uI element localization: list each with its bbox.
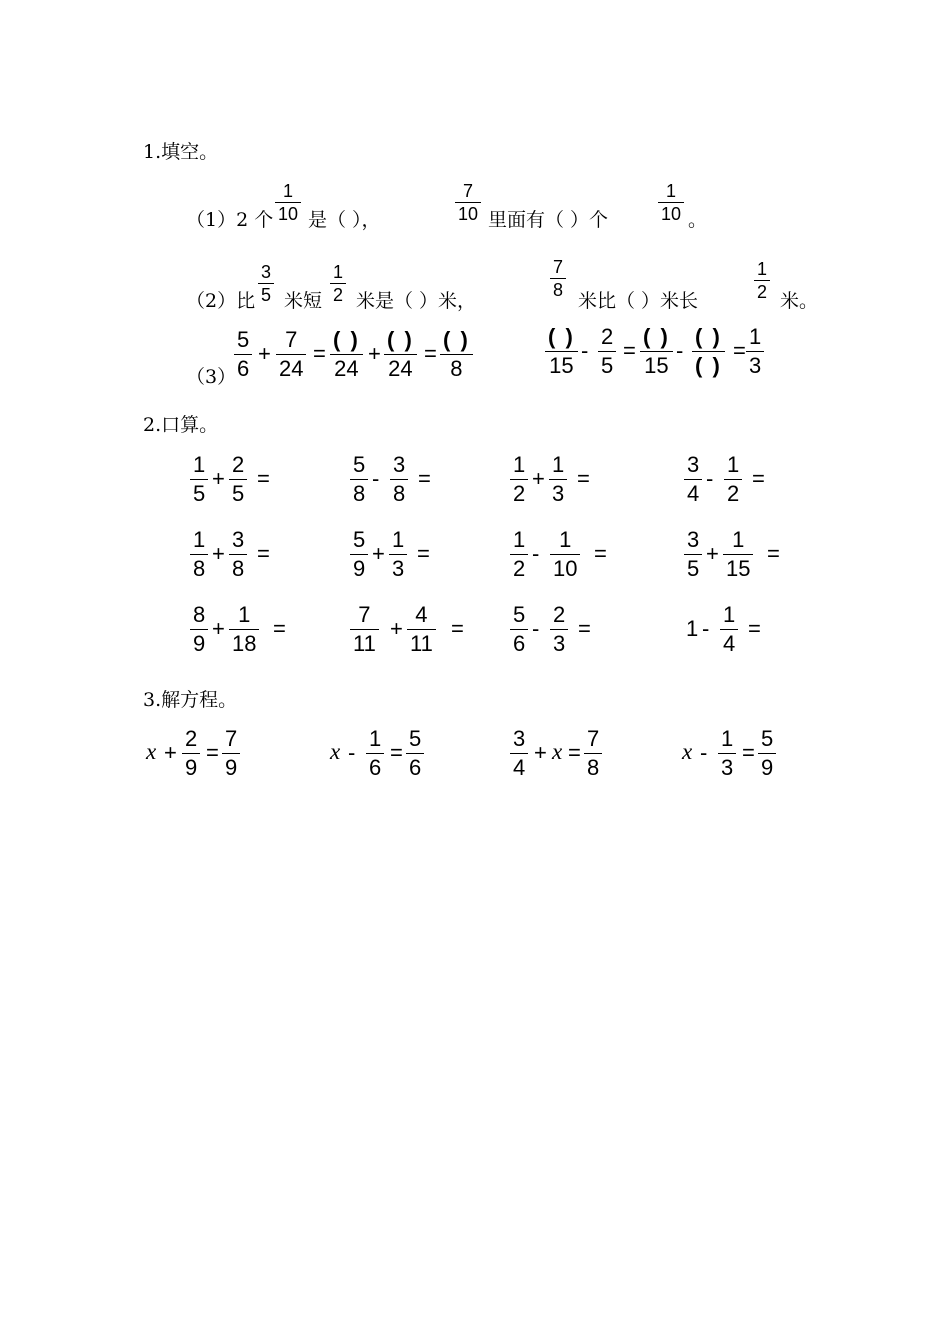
denominator: 24 bbox=[334, 356, 359, 381]
denominator: 24 bbox=[279, 356, 304, 381]
numerator: 7 bbox=[358, 602, 371, 627]
equals-sign: = bbox=[752, 466, 765, 491]
denominator: 6 bbox=[513, 631, 526, 656]
denominator: 8 bbox=[553, 280, 564, 300]
fraction-bar bbox=[407, 629, 436, 630]
fraction-bar bbox=[350, 479, 368, 480]
numerator: 2 bbox=[553, 602, 566, 627]
fraction-bar bbox=[406, 753, 424, 754]
denominator: 15 bbox=[644, 353, 669, 378]
plus-sign: + bbox=[212, 616, 225, 641]
numerator: 1 bbox=[193, 527, 206, 552]
denominator: 24 bbox=[388, 356, 413, 381]
equals-sign: = bbox=[451, 616, 464, 641]
oral-fraction-b bbox=[229, 602, 259, 657]
equals-sign: = bbox=[257, 541, 270, 566]
numerator: 1 bbox=[369, 726, 382, 751]
denominator: 5 bbox=[687, 556, 700, 581]
fraction-bar bbox=[724, 479, 742, 480]
numerator: 1 bbox=[723, 602, 736, 627]
numerator: 1 bbox=[238, 602, 251, 627]
q3-right-fraction-e bbox=[746, 324, 764, 379]
plus-sign: + bbox=[372, 541, 385, 566]
oral-fraction-a bbox=[510, 602, 528, 657]
fraction-bar bbox=[758, 753, 776, 754]
numerator: 1 bbox=[392, 527, 405, 552]
numerator: 7 bbox=[587, 726, 600, 751]
equals-sign: = bbox=[273, 616, 286, 641]
fraction-bar bbox=[510, 554, 528, 555]
q2-text-4: 米。 bbox=[780, 290, 819, 312]
equation-result-fraction bbox=[406, 726, 424, 781]
equals-sign: = bbox=[424, 341, 437, 366]
fraction-bar bbox=[182, 753, 200, 754]
numerator: 5 bbox=[353, 452, 366, 477]
fraction-bar bbox=[366, 753, 384, 754]
equals-sign: = bbox=[206, 740, 219, 765]
denominator: 4 bbox=[687, 481, 700, 506]
equals-sign: = bbox=[623, 338, 636, 363]
q2-text-1: 米短 bbox=[284, 290, 323, 312]
plus-sign: + bbox=[212, 466, 225, 491]
q3-right-fraction-a bbox=[545, 324, 578, 379]
numerator: 3 bbox=[687, 452, 700, 477]
fraction-bar bbox=[510, 629, 528, 630]
denominator: 11 bbox=[353, 631, 376, 656]
numerator: 5 bbox=[513, 602, 526, 627]
numerator: 2 bbox=[232, 452, 245, 477]
oral-fraction-a bbox=[684, 527, 702, 582]
fraction-bar bbox=[720, 629, 738, 630]
fraction-bar bbox=[658, 202, 684, 203]
oral-fraction-b bbox=[229, 452, 247, 507]
numerator: 1 bbox=[732, 527, 745, 552]
numerator: 1 bbox=[513, 527, 526, 552]
fraction-bar bbox=[549, 479, 567, 480]
fraction-bar bbox=[510, 479, 528, 480]
numerator: 1 bbox=[727, 452, 740, 477]
variable-x: x bbox=[146, 739, 157, 764]
q1-text-2: 里面有（ ）个 bbox=[488, 209, 609, 231]
fraction-bar bbox=[330, 354, 363, 355]
numerator: 1 bbox=[552, 452, 565, 477]
denominator: 8 bbox=[450, 356, 463, 381]
denominator: 2 bbox=[513, 481, 526, 506]
numerator: 1 bbox=[193, 452, 206, 477]
minus-sign: - bbox=[702, 616, 710, 641]
plus-sign: + bbox=[706, 541, 719, 566]
equation-fraction bbox=[510, 726, 528, 781]
fraction-bar bbox=[350, 629, 379, 630]
q1-fraction-2 bbox=[455, 181, 481, 224]
equals-sign: = bbox=[257, 466, 270, 491]
fraction-bar bbox=[718, 753, 736, 754]
q3-left-fraction-c bbox=[330, 327, 363, 382]
denominator: 9 bbox=[225, 755, 238, 780]
numerator: 1 bbox=[721, 726, 734, 751]
q1-fraction-3 bbox=[658, 181, 684, 224]
denominator: 10 bbox=[278, 204, 299, 224]
q2-text-3: 米比（ ）米长 bbox=[578, 290, 699, 312]
numerator: 2 bbox=[185, 726, 198, 751]
q2-fraction-4 bbox=[754, 259, 770, 302]
fraction-bar bbox=[684, 554, 702, 555]
denominator: 2 bbox=[333, 285, 344, 305]
numerator: 8 bbox=[193, 602, 206, 627]
numerator: 1 bbox=[749, 324, 762, 349]
numerator: 3 bbox=[232, 527, 245, 552]
numerator: 1 bbox=[559, 527, 572, 552]
oral-fraction-b bbox=[549, 452, 567, 507]
equation-fraction bbox=[366, 726, 384, 781]
q3-label: （3） bbox=[186, 366, 237, 388]
equals-sign: = bbox=[418, 466, 431, 491]
oral-fraction-b bbox=[550, 602, 568, 657]
denominator: 2 bbox=[757, 282, 768, 302]
minus-sign: - bbox=[581, 338, 589, 363]
denominator: 2 bbox=[513, 556, 526, 581]
section-2-title: 2.口算。 bbox=[143, 414, 219, 436]
denominator: 9 bbox=[193, 631, 206, 656]
fraction-bar bbox=[234, 354, 252, 355]
fraction-bar bbox=[723, 554, 753, 555]
numerator: 5 bbox=[409, 726, 422, 751]
blank-numerator: ( ) bbox=[695, 324, 722, 349]
equation-result-fraction bbox=[222, 726, 240, 781]
fraction-bar bbox=[229, 479, 247, 480]
fraction-bar bbox=[330, 283, 346, 284]
numerator: 1 bbox=[513, 452, 526, 477]
denominator: 8 bbox=[587, 755, 600, 780]
denominator: 10 bbox=[661, 204, 682, 224]
fraction-bar bbox=[455, 202, 481, 203]
equals-sign: = bbox=[577, 466, 590, 491]
denominator: 5 bbox=[232, 481, 245, 506]
oral-fraction-b bbox=[229, 527, 247, 582]
equals-sign: = bbox=[742, 740, 755, 765]
denominator: 6 bbox=[369, 755, 382, 780]
oral-fraction-a bbox=[190, 452, 208, 507]
q3-left-fraction-d bbox=[384, 327, 417, 382]
q1-text-3: 。 bbox=[688, 209, 708, 231]
q1-text-1: 是（ ）， bbox=[308, 209, 381, 231]
denominator: 3 bbox=[552, 481, 565, 506]
fraction-bar bbox=[640, 351, 673, 352]
denominator: 9 bbox=[185, 755, 198, 780]
blank-numerator: ( ) bbox=[443, 327, 470, 352]
q3-left-fraction-b bbox=[276, 327, 306, 382]
numerator: 7 bbox=[285, 327, 298, 352]
equation-result-fraction bbox=[584, 726, 602, 781]
q2-text-2: 米是（ ）米， bbox=[356, 290, 477, 312]
equals-sign: = bbox=[390, 740, 403, 765]
numerator: 1 bbox=[333, 262, 344, 282]
minus-sign: - bbox=[348, 740, 356, 765]
numerator: 5 bbox=[761, 726, 774, 751]
denominator: 3 bbox=[721, 755, 734, 780]
fraction-bar bbox=[229, 629, 259, 630]
numerator: 5 bbox=[237, 327, 250, 352]
denominator: 5 bbox=[601, 353, 614, 378]
denominator: 18 bbox=[232, 631, 257, 656]
denominator: 11 bbox=[410, 631, 433, 656]
fraction-bar bbox=[190, 629, 208, 630]
equals-sign: = bbox=[313, 341, 326, 366]
denominator: 2 bbox=[727, 481, 740, 506]
minus-sign: - bbox=[706, 466, 714, 491]
numerator: 3 bbox=[393, 452, 406, 477]
fraction-bar bbox=[598, 351, 616, 352]
plus-sign: + bbox=[532, 466, 545, 491]
equals-sign: = bbox=[417, 541, 430, 566]
q1-fraction-1 bbox=[275, 181, 301, 224]
equals-sign: = bbox=[767, 541, 780, 566]
fraction-bar bbox=[389, 554, 407, 555]
oral-fraction-a bbox=[684, 452, 702, 507]
blank-numerator: ( ) bbox=[643, 324, 670, 349]
q3-right-fraction-d bbox=[692, 324, 725, 379]
numerator: 5 bbox=[353, 527, 366, 552]
oral-fraction-b bbox=[407, 602, 436, 657]
oral-fraction-a bbox=[190, 527, 208, 582]
denominator: 8 bbox=[232, 556, 245, 581]
numerator: 3 bbox=[513, 726, 526, 751]
numerator: 7 bbox=[463, 181, 474, 201]
denominator: 3 bbox=[553, 631, 566, 656]
denominator: 4 bbox=[513, 755, 526, 780]
denominator: 6 bbox=[237, 356, 250, 381]
fraction-bar bbox=[222, 753, 240, 754]
equals-sign: = bbox=[578, 616, 591, 641]
oral-fraction-b bbox=[390, 452, 408, 507]
fraction-bar bbox=[692, 351, 725, 352]
q3-right-fraction-b bbox=[598, 324, 616, 379]
denominator: 15 bbox=[549, 353, 574, 378]
denominator: 15 bbox=[726, 556, 751, 581]
fraction-bar bbox=[550, 554, 580, 555]
denominator: 4 bbox=[723, 631, 736, 656]
equals-sign: = bbox=[594, 541, 607, 566]
denominator: 3 bbox=[392, 556, 405, 581]
equation-fraction bbox=[182, 726, 200, 781]
denominator: 6 bbox=[409, 755, 422, 780]
denominator: 9 bbox=[761, 755, 774, 780]
section-1-title: 1.填空。 bbox=[143, 141, 219, 163]
denominator: 10 bbox=[553, 556, 578, 581]
equation-result-fraction bbox=[758, 726, 776, 781]
whole-number: 1 bbox=[686, 616, 699, 641]
fraction-bar bbox=[746, 351, 764, 352]
denominator: 8 bbox=[193, 556, 206, 581]
oral-fraction-a bbox=[350, 602, 379, 657]
fraction-bar bbox=[190, 554, 208, 555]
denominator: 5 bbox=[261, 285, 272, 305]
numerator: 3 bbox=[687, 527, 700, 552]
denominator: 9 bbox=[353, 556, 366, 581]
q2-fraction-3 bbox=[550, 257, 566, 300]
blank-denominator: ( ) bbox=[695, 353, 722, 378]
variable-x: x bbox=[682, 739, 693, 764]
q3-left-fraction-a bbox=[234, 327, 252, 382]
plus-sign: + bbox=[258, 341, 271, 366]
fraction-bar bbox=[440, 354, 473, 355]
oral-fraction-a bbox=[350, 527, 368, 582]
numerator: 7 bbox=[553, 257, 564, 277]
minus-sign: - bbox=[700, 740, 708, 765]
numerator: 7 bbox=[225, 726, 238, 751]
fraction-bar bbox=[229, 554, 247, 555]
oral-fraction-b bbox=[720, 602, 738, 657]
equation-fraction bbox=[718, 726, 736, 781]
fraction-bar bbox=[550, 278, 566, 279]
denominator: 8 bbox=[393, 481, 406, 506]
plus-sign: + bbox=[534, 740, 547, 765]
plus-sign: + bbox=[212, 541, 225, 566]
minus-sign: - bbox=[532, 541, 540, 566]
fraction-bar bbox=[258, 283, 274, 284]
plus-sign: + bbox=[390, 616, 403, 641]
equals-sign: = bbox=[733, 338, 746, 363]
q2-fraction-2 bbox=[330, 262, 346, 305]
fraction-bar bbox=[384, 354, 417, 355]
minus-sign: - bbox=[532, 616, 540, 641]
oral-fraction-b bbox=[723, 527, 753, 582]
denominator: 3 bbox=[749, 353, 762, 378]
oral-fraction-b bbox=[389, 527, 407, 582]
plus-sign: + bbox=[368, 341, 381, 366]
numerator: 3 bbox=[261, 262, 272, 282]
fraction-bar bbox=[275, 202, 301, 203]
numerator: 1 bbox=[666, 181, 677, 201]
oral-fraction-a bbox=[510, 527, 528, 582]
fraction-bar bbox=[350, 554, 368, 555]
q1-label: （1）2 个 bbox=[186, 209, 274, 231]
variable-x: x bbox=[330, 739, 341, 764]
variable-x: x bbox=[552, 739, 563, 764]
minus-sign: - bbox=[676, 338, 684, 363]
numerator: 1 bbox=[283, 181, 294, 201]
fraction-bar bbox=[550, 629, 568, 630]
denominator: 5 bbox=[193, 481, 206, 506]
denominator: 10 bbox=[458, 204, 479, 224]
oral-fraction-b bbox=[550, 527, 580, 582]
minus-sign: - bbox=[372, 466, 380, 491]
equals-sign: = bbox=[748, 616, 761, 641]
oral-fraction-a bbox=[510, 452, 528, 507]
blank-numerator: ( ) bbox=[548, 324, 575, 349]
oral-fraction-b bbox=[724, 452, 742, 507]
fraction-bar bbox=[754, 280, 770, 281]
fraction-bar bbox=[684, 479, 702, 480]
fraction-bar bbox=[545, 351, 578, 352]
q2-label: （2）比 bbox=[186, 290, 256, 312]
blank-numerator: ( ) bbox=[387, 327, 414, 352]
fraction-bar bbox=[584, 753, 602, 754]
oral-fraction-a bbox=[350, 452, 368, 507]
section-3-title: 3.解方程。 bbox=[143, 689, 238, 711]
q3-right-fraction-c bbox=[640, 324, 673, 379]
plus-sign: + bbox=[164, 740, 177, 765]
oral-fraction-a bbox=[190, 602, 208, 657]
fraction-bar bbox=[190, 479, 208, 480]
blank-numerator: ( ) bbox=[333, 327, 360, 352]
numerator: 2 bbox=[601, 324, 614, 349]
denominator: 8 bbox=[353, 481, 366, 506]
q2-fraction-1 bbox=[258, 262, 274, 305]
fraction-bar bbox=[390, 479, 408, 480]
q3-left-fraction-e bbox=[440, 327, 473, 382]
fraction-bar bbox=[510, 753, 528, 754]
numerator: 1 bbox=[757, 259, 768, 279]
equals-sign: = bbox=[568, 740, 581, 765]
fraction-bar bbox=[276, 354, 306, 355]
numerator: 4 bbox=[415, 602, 428, 627]
